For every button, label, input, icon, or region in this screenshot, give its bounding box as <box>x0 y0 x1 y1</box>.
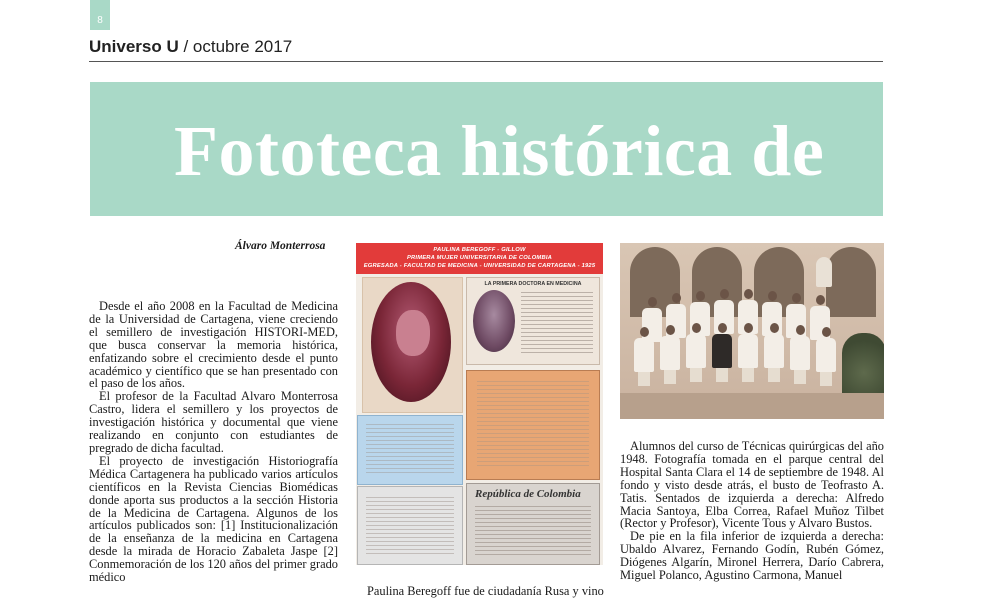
publication-name: Universo U <box>89 37 179 56</box>
paragraph: El profesor de la Facultad Alvaro Monterrosa Castro, lidera el semillero y los proyectos de investigación histórica y documental que viene realizando en conjunto con estudiantes de pregrado de dicha facultad. <box>89 389 338 455</box>
article-column-1 <box>89 300 338 584</box>
masthead-separator: / <box>178 37 193 56</box>
grey-certificate <box>357 486 463 565</box>
newspaper-clipping <box>466 277 600 365</box>
diploma-document <box>466 370 600 480</box>
bust-statue <box>816 257 832 287</box>
article-title: Fototeca histórica de <box>174 111 825 191</box>
collage-header-line: EGRESADA - FACULTAD DE MEDICINA - UNIVERSIDAD DE CARTAGENA - 1925 <box>363 263 596 269</box>
collage-header <box>356 243 603 274</box>
page-number: 8 <box>90 0 110 30</box>
paragraph: El proyecto de investigación Historiografía Médica Cartagenera ha publicado varios artículos científicos en la Revista Ciencias Biomédicas donde aporta sus productos a la sección Historia de la Medicina de Cartagena. Algunos de los artículos publicados son: [1] Institucionalización de la enseñanza de la medicina en Cartagena desde la mirada de Horacio Zabaleta Jaspe [2] Conmemoración de los 120 años del primer grado médico <box>89 453 338 585</box>
paragraph: Desde el año 2008 en la Facultad de Medicina de la Universidad de Cartagena, viene creciendo el semillero de investigación HISTORI-MED, que busca conservar la memoria histórica, enfatizando sobre el crecimiento desde el punto académico y científico que se han presentado con el paso de los años. <box>89 299 338 391</box>
caption-paragraph: Alumnos del curso de Técnicas quirúrgicas del año 1948. Fotografía tomada en el parque central del Hospital Santa Clara el 14 de septiembre de 1948. Al fondo y visto desde atrás, el busto de Teofrasto A. Tatis. Sentados de izquierda a derecha: Alfredo Macia Santoya, Elba Correa, Rafael Muñoz Tilbet (Rector y Profesor), Vicente Tous y Alvaro Bustos. <box>620 439 884 531</box>
collage-caption: Paulina Beregoff fue de ciudadanía Rusa y vino <box>367 584 604 598</box>
photo-caption <box>620 440 884 582</box>
author-byline: Álvaro Monterrosa <box>235 240 326 252</box>
issue-date: octubre 2017 <box>192 37 293 56</box>
collage-header-line: PRIMERA MUJER UNIVERSITARIA DE COLOMBIA <box>406 255 553 261</box>
portrait-photo <box>362 277 463 413</box>
title-banner <box>90 82 883 216</box>
caption-paragraph: De pie en la fila inferior de izquierda a derecha: Ubaldo Alvarez, Fernando Godín, Rubén Gómez, Diógenes Algarín, Mironel Herrera, Darío Cabrera, Miguel Polanco, Agustino Carmona, Manuel <box>620 529 884 583</box>
historical-documents-collage <box>356 243 603 565</box>
group-photo <box>620 243 884 419</box>
republic-certificate <box>466 483 600 565</box>
masthead-rule <box>89 61 883 62</box>
collage-header-line: PAULINA BEREGOFF - GILLOW <box>433 247 526 253</box>
blue-certificate <box>357 415 463 485</box>
certificate-title: República de Colombia <box>475 488 581 500</box>
masthead <box>89 37 292 57</box>
clipping-title: LA PRIMERA DOCTORA EN MEDICINA <box>484 281 582 287</box>
